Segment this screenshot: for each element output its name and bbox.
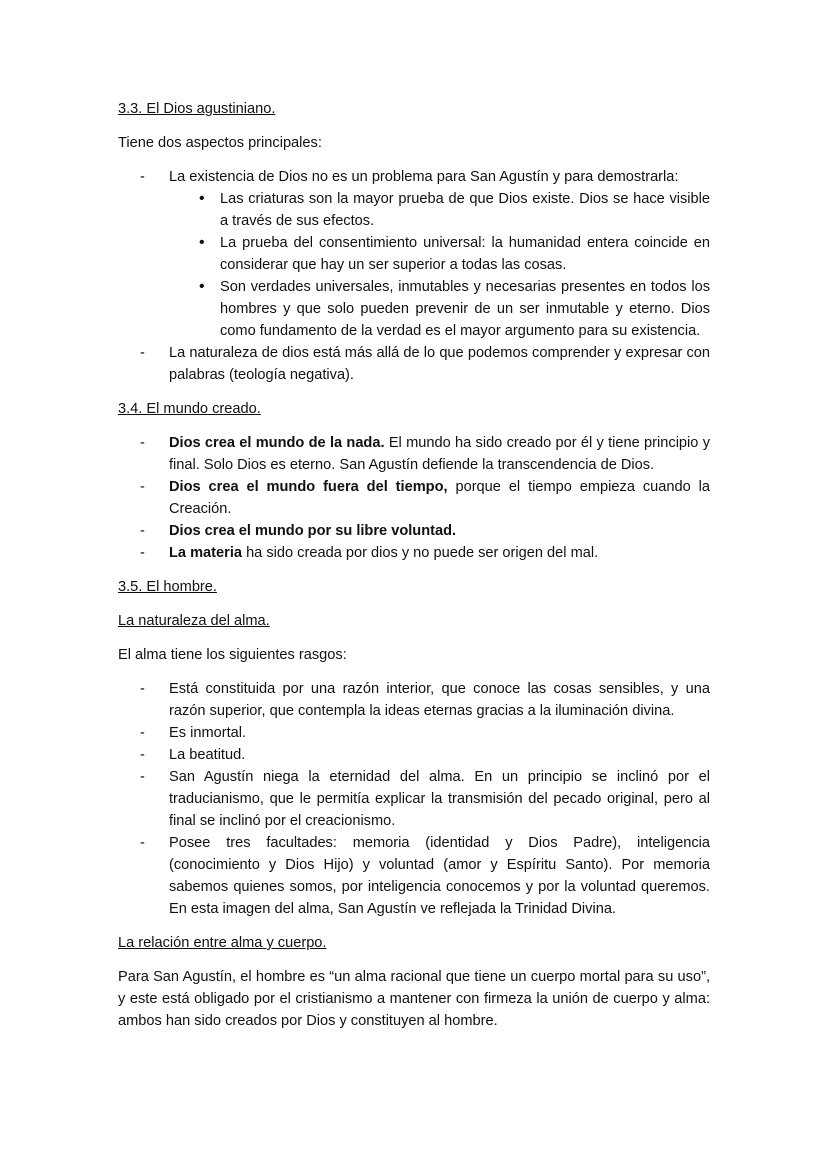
section-heading-3-3: 3.3. El Dios agustiniano. (118, 101, 276, 117)
section-3-4-list (118, 432, 710, 564)
subheading-naturaleza-alma: La naturaleza del alma. (118, 613, 270, 629)
list-item: - La beatitud. (118, 744, 710, 766)
bold-lead: Dios crea el mundo de la nada. (169, 435, 385, 451)
section-3-3-intro: Tiene dos aspectos principales: (118, 135, 322, 151)
section-3-5-list (118, 678, 710, 920)
subheading-relacion-alma-cuerpo: La relación entre alma y cuerpo. (118, 935, 327, 951)
section-3-5-intro: El alma tiene los siguientes rasgos: (118, 647, 347, 663)
sub-list (169, 188, 710, 342)
list-item: - Posee tres facultades: memoria (identidad y Dios Padre), inteligencia (conocimiento y Dios Hijo) y voluntad (amor y Espíritu Santo). Por memoria sabemos quienes somos, por inteligencia conocemos y por la voluntad queremos. En esta imagen del alma, San Agustín ve reflejada la Trinidad Divina. (118, 832, 710, 920)
sub-list-item: • Las criaturas son la mayor prueba de que Dios existe. Dios se hace visible a través de sus efectos. (169, 188, 710, 232)
section-heading-3-5: 3.5. El hombre. (118, 579, 217, 595)
list-item: - Es inmortal. (118, 722, 710, 744)
list-item (118, 520, 710, 542)
section-heading-3-4: 3.4. El mundo creado. (118, 401, 261, 417)
list-item (118, 542, 710, 564)
list-item: - San Agustín niega la eternidad del alma. En un principio se inclinó por el traducianismo, que le permitía explicar la transmisión del pecado original, pero al final se inclinó por el creacionismo. (118, 766, 710, 832)
sub-list-item: • Son verdades universales, inmutables y necesarias presentes en todos los hombres y que solo pueden prevenir de un ser inmutable y eterno. Dios como fundamento de la verdad es el mayor argumento para su existencia. (169, 276, 710, 342)
list-item-text: El mundo ha sido creado por él y tiene principio y final. Solo Dios es eterno. San Agustín defiende la transcendencia de Dios. (169, 435, 710, 473)
list-item-text: ha sido creada por dios y no puede ser origen del mal. (242, 545, 599, 561)
list-item: - Está constituida por una razón interior, que conoce las cosas sensibles, y una razón superior, que contempla la ideas eternas gracias a la iluminación divina. (118, 678, 710, 722)
list-item (118, 476, 710, 520)
list-item: - La naturaleza de dios está más allá de lo que podemos comprender y expresar con palabras (teología negativa). (118, 342, 710, 386)
list-item (118, 432, 710, 476)
bold-lead: Dios crea el mundo fuera del tiempo, (169, 479, 448, 495)
bold-lead: Dios crea el mundo por su libre voluntad. (169, 523, 457, 539)
section-3-3-list (118, 166, 710, 386)
bold-lead: La materia (169, 545, 243, 561)
sub-list-item: • La prueba del consentimiento universal: la humanidad entera coincide en considerar que hay un ser superior a todas las cosas. (169, 232, 710, 276)
list-item-text: porque el tiempo empieza cuando la Creación. (169, 479, 710, 517)
relation-paragraph: Para San Agustín, el hombre es “un alma racional que tiene un cuerpo mortal para su uso”, y este está obligado por el cristianismo a mantener con firmeza la unión de cuerpo y alma: ambos han sido creados por Dios y constituyen al hombre. (118, 969, 710, 1029)
list-item (118, 166, 710, 342)
document-body (118, 98, 710, 1044)
list-item-text: La existencia de Dios no es un problema para San Agustín y para demostrarla: (169, 169, 679, 185)
